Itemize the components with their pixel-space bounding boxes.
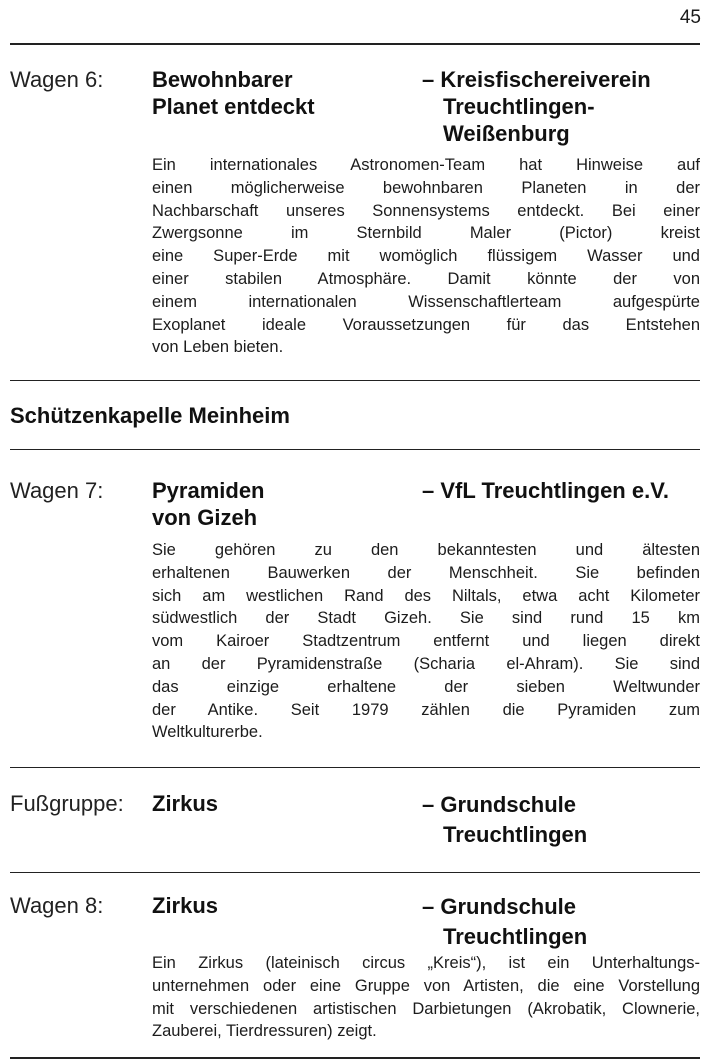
page-number: 45 [679,7,701,28]
entry-description [152,539,700,744]
entry-org-line: Treuchtlingen [443,924,588,949]
entry-title [152,790,412,817]
description-line: Ein internationales Astronomen-Team hat Hinweise auf [152,156,700,174]
description-line: Sie gehören zu den bekanntesten und ältesten [152,541,700,559]
divider [10,449,700,450]
entry-org-line: – Kreisfischereiverein [422,67,651,92]
description-line: Zwergsonne im Sternbild Maler (Pictor) kreist [152,224,700,243]
description-line: das einzige erhaltene der sieben Weltwunder [152,677,700,696]
entry-title-line: Planet entdeckt [152,94,315,119]
divider [10,767,700,768]
description-line: Nachbarschaft unseres Sonnensystems entdeckt. Bei einer [152,201,700,220]
entry-title [152,66,412,120]
description-line: Weltkulturerbe. [152,723,263,742]
description-line: unternehmen oder eine Gruppe von Artisten, die eine Vorstellung [152,976,700,995]
entry-organization [422,477,712,504]
entry-org-line: Weißenburg [443,121,570,146]
divider [10,43,700,45]
description-line: Ein Zirkus (lateinisch circus „Kreis“), ist ein Unterhaltungs- [152,954,700,972]
entry-org-line: Treuchtlingen- [443,94,595,119]
entry-title-line: von Gizeh [152,505,258,530]
description-line: eine Super-Erde mit womöglich flüssigem Wasser und [152,247,700,266]
entry-label: Wagen 8: [10,893,104,918]
entry-title-line: Pyramiden [152,478,265,503]
entry-description [152,154,700,359]
entry-title [152,892,412,919]
section-heading: Schützenkapelle Meinheim [10,403,290,428]
description-line: an der Pyramidenstraße (Scharia el-Ahram). Sie sind [152,654,700,673]
description-line: der Antike. Seit 1979 zählen die Pyramiden zum [152,700,700,719]
entry-description [152,952,700,1043]
description-line: erhaltenen Bauwerken der Menschheit. Sie befinden [152,563,700,582]
description-line: Zauberei, Tierdressuren) zeigt. [152,1022,377,1041]
divider [10,380,700,381]
entry-org-line: – Grundschule [422,792,577,817]
entry-title-line: Bewohnbarer [152,67,293,92]
entry-label: Wagen 7: [10,478,104,503]
description-line: vom Kairoer Stadtzentrum entfernt und liegen direkt [152,632,700,651]
entry-label: Fußgruppe: [10,791,124,816]
entry-organization [422,790,712,850]
description-line: einen möglicherweise bewohnbaren Planeten in der [152,178,700,197]
description-line: mit verschiedenen artistischen Darbietungen (Akrobatik, Clownerie, [152,999,700,1018]
description-line: einer stabilen Atmosphäre. Damit könnte der von [152,269,700,288]
entry-organization [422,66,712,147]
description-line: sich am westlichen Rand des Niltals, etwa acht Kilometer [152,586,700,605]
entry-org-line: – VfL Treuchtlingen e.V. [422,478,669,503]
entry-title-line: Zirkus [152,893,219,918]
entry-label: Wagen 6: [10,67,104,92]
divider [10,1057,700,1059]
description-line: einem internationalen Wissenschaftlerteam aufgespürte [152,292,700,311]
description-line: von Leben bieten. [152,338,284,357]
description-line: Exoplanet ideale Voraussetzungen für das Entstehen [152,315,700,334]
description-line: südwestlich der Stadt Gizeh. Sie sind rund 15 km [152,609,700,628]
entry-title-line: Zirkus [152,791,219,816]
entry-org-line: – Grundschule [422,894,577,919]
entry-org-line: Treuchtlingen [443,822,588,847]
divider [10,872,700,873]
entry-organization [422,892,712,952]
entry-title [152,477,412,531]
